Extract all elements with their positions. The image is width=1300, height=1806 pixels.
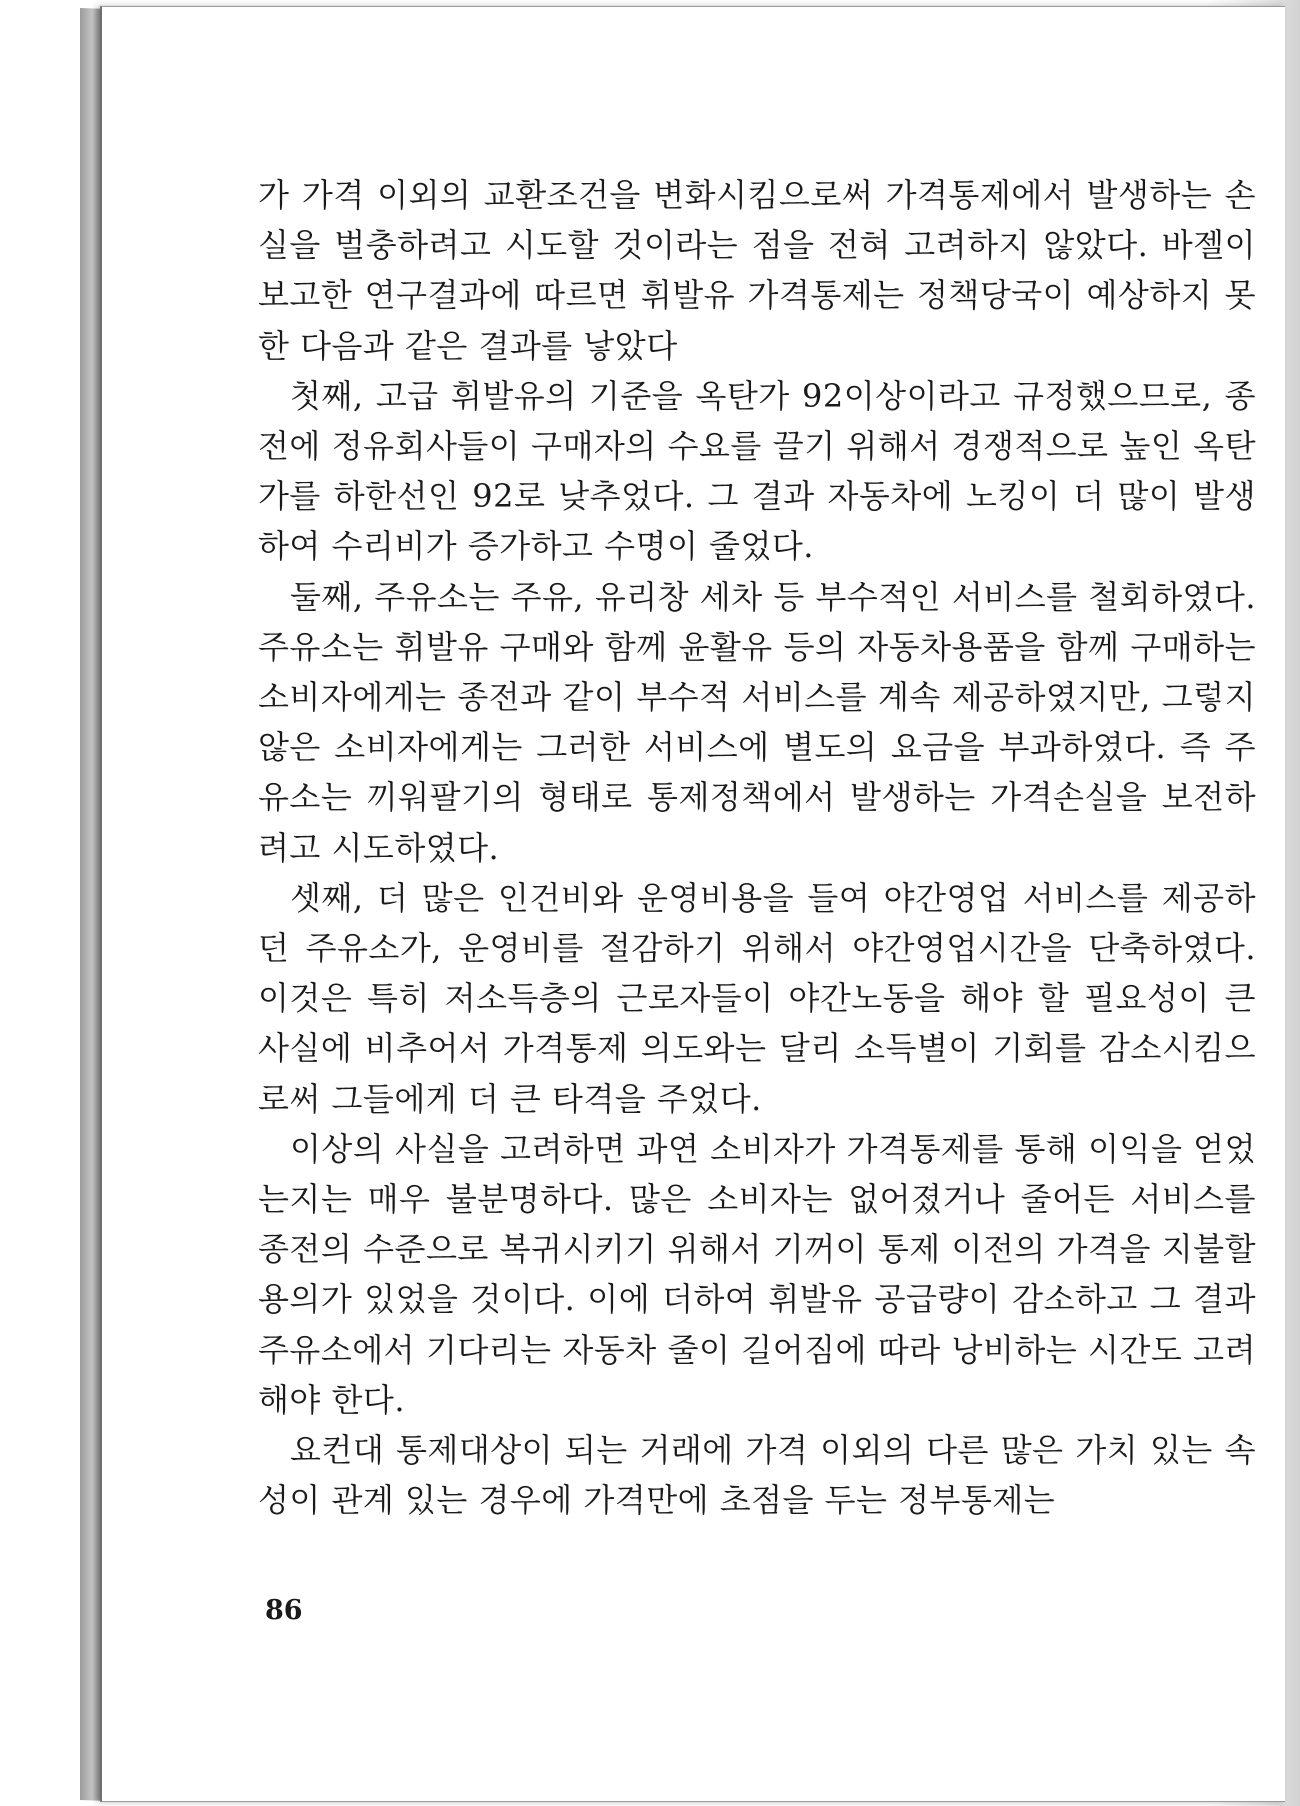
- book-page: [100, 6, 1285, 1802]
- body-text: [258, 170, 1256, 1525]
- paragraph-summary: 요컨대 통제대상이 되는 거래에 가격 이외의 다른 많은 가치 있는 속성이 관계 있는 경우에 가격만에 초점을 두는 정부통제는: [258, 1431, 1256, 1520]
- paragraph-first-point: 첫째, 고급 휘발유의 기준을 옥탄가 92이상이라고 규정했으므로, 종전에 정유회사들이 구매자의 수요를 끌기 위해서 경쟁적으로 높인 옥탄가를 하한선인 92로 낮추었다. 그 결과 자동차에 노킹이 더 많이 발생하여 수리비가 증가하고 수명이 줄었다.: [258, 376, 1256, 566]
- book-spine-edge: [80, 8, 102, 1801]
- paragraph-continuation: 가 가격 이외의 교환조건을 변화시킴으로써 가격통제에서 발생하는 손실을 벌충하려고 시도할 것이라는 점을 전혀 고려하지 않았다. 바젤이 보고한 연구결과에 따르면 휘발유 가격통제는 정책당국이 예상하지 못한 다음과 같은 결과를 낳았다: [258, 176, 1256, 365]
- paragraph-third-point: 셋째, 더 많은 인건비와 운영비용을 들여 야간영업 서비스를 제공하던 주유소가, 운영비를 절감하기 위해서 야간영업시간을 단축하였다. 이것은 특히 저소득층의 근로자들이 야간노동을 해야 할 필요성이 큰 사실에 비추어서 가격통제 의도와는 달리 소득별이 기회를 감소시킴으로써 그들에게 더 큰 타격을 주었다.: [258, 878, 1256, 1118]
- paragraph-consideration: 이상의 사실을 고려하면 과연 소비자가 가격통제를 통해 이익을 얻었는지는 매우 불분명하다. 많은 소비자는 없어졌거나 줄어든 서비스를 종전의 수준으로 복귀시키기 위해서 기꺼이 통제 이전의 가격을 지불할 용의가 있었을 것이다. 이에 더하여 휘발유 공급량이 감소하고 그 결과 주유소에서 기다리는 자동차 줄이 길어짐에 따라 낭비하는 시간도 고려해야 한다.: [258, 1129, 1256, 1419]
- paragraph-second-point: 둘째, 주유소는 주유, 유리창 세차 등 부수적인 서비스를 철회하였다. 주유소는 휘발유 구매와 함께 윤활유 등의 자동차용품을 함께 구매하는 소비자에게는 종전과 같이 부수적 서비스를 계속 제공하였지만, 그렇지 않은 소비자에게는 그러한 서비스에 별도의 요금을 부과하였다. 즉 주유소는 끼워팔기의 형태로 통제정책에서 발생하는 가격손실을 보전하려고 시도하였다.: [258, 577, 1256, 867]
- page-number: 86: [265, 1595, 303, 1626]
